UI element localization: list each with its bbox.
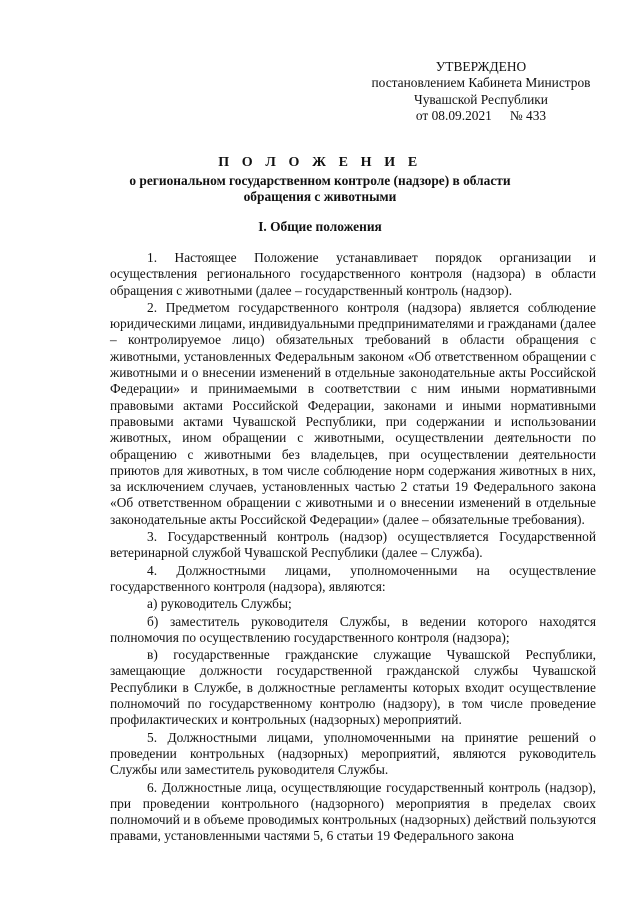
approval-stamp	[356, 59, 606, 124]
paragraph-4b: б) заместитель руководителя Службы, в ведении которого находятся полномочия по осуществлению государственного контроля (надзора);	[110, 613, 596, 645]
document-subtitle-line-1: о региональном государственном контроле (надзоре) в области	[129, 173, 511, 188]
approval-number: № 433	[509, 107, 547, 123]
section-heading: I. Общие положения	[258, 219, 382, 234]
paragraph-1: 1. Настоящее Положение устанавливает порядок организации и осуществления регионального государственного контроля (надзора) в области обращения с животными (далее – государственный контроль (надзор).	[110, 250, 596, 298]
paragraph-4a: а) руководитель Службы;	[147, 596, 292, 612]
paragraph-4: 4. Должностными лицами, уполномоченными на осуществление государственного контроля (надзора), являются:	[110, 562, 596, 594]
document-title-block	[80, 154, 560, 205]
approval-date: от 08.09.2021	[415, 107, 492, 123]
approval-authority: постановлением Кабинета Министров	[371, 75, 591, 91]
approval-heading: УТВЕРЖДЕНО	[435, 59, 527, 74]
document-title: П О Л О Ж Е Н И Е	[218, 155, 422, 170]
approval-region: Чувашской Республики	[414, 91, 548, 107]
paragraph-4c: в) государственные гражданские служащие Чувашской Республики, замещающие должности государственной гражданской службы Чувашской Республики в Службе, в должностные регламенты которых входит осуществление полномочий по государственному контролю (надзору), в том числе проведение профилактических и контрольных (надзорных) мероприятий.	[110, 647, 596, 728]
paragraph-3: 3. Государственный контроль (надзор) осуществляется Государственной ветеринарной службой Чувашской Республики (далее – Служба).	[110, 529, 596, 561]
document-body	[110, 250, 596, 845]
document-subtitle	[80, 173, 560, 205]
document-subtitle-line-2: обращения с животными	[243, 189, 397, 205]
paragraph-6: 6. Должностные лица, осуществляющие государственный контроль (надзор), при проведении контрольного (надзорного) мероприятия в пределах своих полномочий и в объеме проводимых контрольных (надзорных) действий пользуются правами, установленными частями 5, 6 статьи 19 Федерального закона	[110, 779, 596, 844]
paragraph-5: 5. Должностными лицами, уполномоченными на принятие решений о проведении контрольных (надзорных) мероприятий, являются руководитель Службы или заместитель руководителя Службы.	[110, 729, 596, 778]
paragraph-2: 2. Предметом государственного контроля (надзора) является соблюдение юридическими лицами, индивидуальными предпринимателями и гражданами (далее – контролируемое лицо) обязательных требований в области обращения с животными, установленных Федеральным законом «Об ответственном обращении с животными и о внесении изменений в отдельные законодательные акты Российской Федерации» и принимаемыми в соответствии с ним иными нормативными правовыми актами Российской Федерации, законами и иными нормативными правовыми актами Чувашской Республики, при содержании и использовании животных, ином обращении с животными, осуществлении деятельности по обращению с животными без владельцев, при осуществлении деятельности приютов для животных, в том числе соблюдение норм содержания животных в них, за исключением случаев, установленных частью 2 статьи 19 Федерального закона «Об ответственном обращении с животными и о внесении изменений в отдельные законодательные акты Российской Федерации» (далее – обязательные требования).	[110, 299, 596, 527]
approval-date-line	[356, 108, 606, 124]
